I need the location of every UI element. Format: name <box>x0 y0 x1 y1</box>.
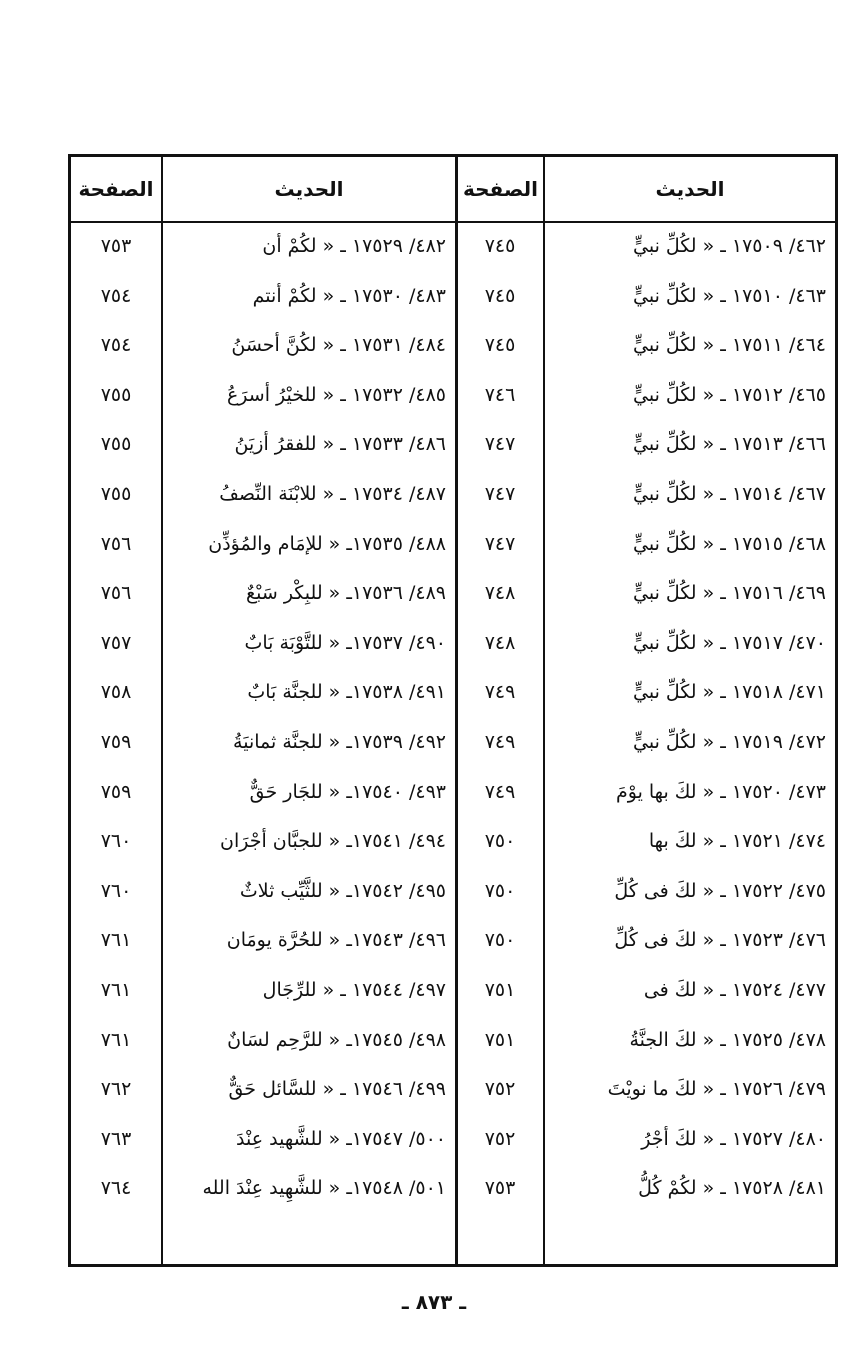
hadith-entry: ٤٨١/ ١٧٥٢٨ ـ « لكُمْ كُلُّ <box>638 1177 826 1199</box>
hadith-entry: ٤٦٧/ ١٧٥١٤ ـ « لكُلِّ نبيٍّ <box>633 483 826 505</box>
hadith-entry: ٤٩٧/ ١٧٥٤٤ ـ « للرِّجَال <box>262 979 446 1001</box>
hadith-entry: ٤٦٢/ ١٧٥٠٩ ـ « لكُلِّ نبيٍّ <box>633 235 826 257</box>
hadith-entry: ٤٧٨/ ١٧٥٢٥ ـ « لكَ الجنَّةُ <box>629 1029 826 1051</box>
hadith-entry: ٤٧٦/ ١٧٥٢٣ ـ « لكَ فى كُلِّ <box>614 929 826 951</box>
hadith-entry: ٤٩٣/ ١٧٥٤٠ـ « للجَار حَقٌّ <box>249 781 446 803</box>
hadith-entry: ٤٧٤/ ١٧٥٢١ ـ « لكَ بها <box>648 830 826 852</box>
page-ref: ٧٤٦ <box>484 384 516 406</box>
hadith-entry: ٥٠٠/ ١٧٥٤٧ـ « للشَّهيد عِنْدَ <box>236 1128 446 1150</box>
hadith-entry: ٤٧٢/ ١٧٥١٩ ـ « لكُلِّ نبيٍّ <box>633 731 826 753</box>
page-ref: ٧٥١ <box>484 1029 516 1051</box>
page-ref: ٧٥٩ <box>100 731 132 753</box>
page-ref: ٧٥٤ <box>100 334 132 356</box>
page-ref: ٧٥٧ <box>100 632 132 654</box>
page-ref: ٧٥٠ <box>484 929 516 951</box>
page-ref: ٧٤٩ <box>484 731 516 753</box>
hadith-entry: ٤٩٠/ ١٧٥٣٧ـ « للتَّوْبَة بَابٌ <box>244 632 446 654</box>
page-ref: ٧٦٢ <box>100 1078 132 1100</box>
page-ref: ٧٤٥ <box>484 334 516 356</box>
divider-left-page <box>161 157 163 1264</box>
page-ref: ٧٥٨ <box>100 681 132 703</box>
hadith-entry: ٤٧٠/ ١٧٥١٧ ـ « لكُلِّ نبيٍّ <box>633 632 826 654</box>
header-divider <box>71 221 835 223</box>
header-page-left: الصفحة <box>78 177 154 201</box>
hadith-entry: ٤٧١/ ١٧٥١٨ ـ « لكُلِّ نبيٍّ <box>633 681 826 703</box>
header-hadith-right: الحديث <box>655 177 725 201</box>
page-ref: ٧٥٦ <box>100 533 132 555</box>
hadith-entry: ٤٩١/ ١٧٥٣٨ـ « للجنَّة بَابٌ <box>247 681 446 703</box>
hadith-entry: ٤٨٧/ ١٧٥٣٤ ـ « للابْنَة النِّصفُ <box>219 483 446 505</box>
page-ref: ٧٥٥ <box>100 483 132 505</box>
hadith-entry: ٤٨٦/ ١٧٥٣٣ ـ « للفقرُ أزيَنُ <box>234 433 446 455</box>
page-ref: ٧٦٣ <box>100 1128 132 1150</box>
hadith-entry: ٤٨٩/ ١٧٥٣٦ـ « للبِكْر سَبْعٌ <box>246 582 446 604</box>
page-ref: ٧٥٢ <box>484 1078 516 1100</box>
page-ref: ٧٦١ <box>100 1029 132 1051</box>
hadith-entry: ٤٩٦/ ١٧٥٤٣ـ « للحُرَّة يومَان <box>226 929 446 951</box>
page-ref: ٧٥١ <box>484 979 516 1001</box>
hadith-entry: ٤٩٥/ ١٧٥٤٢ـ « للثَّيِّب ثلاثٌ <box>239 880 446 902</box>
divider-right-page <box>543 157 545 1264</box>
header-hadith-left: الحديث <box>274 177 344 201</box>
hadith-entry: ٤٨٠/ ١٧٥٢٧ ـ « لكَ أجْرُ <box>641 1128 826 1150</box>
page-ref: ٧٤٧ <box>484 483 516 505</box>
hadith-entry: ٤٨٢/ ١٧٥٢٩ ـ « لكُمْ أن <box>262 235 446 257</box>
hadith-entry: ٤٧٥/ ١٧٥٢٢ ـ « لكَ فى كُلِّ <box>614 880 826 902</box>
hadith-entry: ٤٦٤/ ١٧٥١١ ـ « لكُلِّ نبيٍّ <box>633 334 826 356</box>
hadith-entry: ٤٨٣/ ١٧٥٣٠ ـ « لكُمْ أنتم <box>252 285 446 307</box>
hadith-entry: ٥٠١/ ١٧٥٤٨ـ « للشَّهِيد عِنْدَ الله <box>202 1177 446 1199</box>
hadith-entry: ٤٩٨/ ١٧٥٤٥ـ « للرَّحِم لسَانٌ <box>227 1029 446 1051</box>
hadith-entry: ٤٦٦/ ١٧٥١٣ ـ « لكُلِّ نبيٍّ <box>633 433 826 455</box>
page-ref: ٧٦١ <box>100 929 132 951</box>
page-ref: ٧٥٣ <box>100 235 132 257</box>
hadith-entry: ٤٨٤/ ١٧٥٣١ ـ « لكُنَّ أحسَنُ <box>231 334 446 356</box>
page-ref: ٧٤٥ <box>484 285 516 307</box>
page-number: ـ ٨٧٣ ـ <box>401 1290 467 1314</box>
hadith-entry: ٤٦٩/ ١٧٥١٦ ـ « لكُلِّ نبيٍّ <box>633 582 826 604</box>
page-ref: ٧٤٨ <box>484 582 516 604</box>
hadith-entry: ٤٦٨/ ١٧٥١٥ ـ « لكُلِّ نبيٍّ <box>633 533 826 555</box>
page-ref: ٧٥٠ <box>484 880 516 902</box>
page-ref: ٧٤٥ <box>484 235 516 257</box>
hadith-entry: ٤٩٢/ ١٧٥٣٩ـ « للجنَّة ثمانيَةُ <box>233 731 446 753</box>
page-ref: ٧٥٢ <box>484 1128 516 1150</box>
page-ref: ٧٦٠ <box>100 880 132 902</box>
hadith-entry: ٤٨٥/ ١٧٥٣٢ ـ « للخيْرُ أسرَعُ <box>226 384 446 406</box>
page-ref: ٧٥٣ <box>484 1177 516 1199</box>
page-ref: ٧٤٧ <box>484 433 516 455</box>
page-ref: ٧٥٩ <box>100 781 132 803</box>
page-ref: ٧٦٠ <box>100 830 132 852</box>
header-page-right: الصفحة <box>463 177 539 201</box>
hadith-entry: ٤٧٣/ ١٧٥٢٠ ـ « لكَ بها يوْمَ <box>615 781 826 803</box>
page-ref: ٧٥٤ <box>100 285 132 307</box>
hadith-entry: ٤٧٩/ ١٧٥٢٦ ـ « لكَ ما نويْتَ <box>607 1078 826 1100</box>
page-ref: ٧٥٥ <box>100 433 132 455</box>
page-ref: ٧٤٩ <box>484 781 516 803</box>
hadith-entry: ٤٦٣/ ١٧٥١٠ ـ « لكُلِّ نبيٍّ <box>633 285 826 307</box>
page-ref: ٧٤٨ <box>484 632 516 654</box>
divider-center <box>455 157 458 1264</box>
page-ref: ٧٥٦ <box>100 582 132 604</box>
hadith-entry: ٤٦٥/ ١٧٥١٢ ـ « لكُلِّ نبيٍّ <box>633 384 826 406</box>
page-ref: ٧٥٠ <box>484 830 516 852</box>
page-ref: ٧٥٥ <box>100 384 132 406</box>
page-ref: ٧٦٤ <box>100 1177 132 1199</box>
hadith-entry: ٤٨٨/ ١٧٥٣٥ـ « للإمَام والمُؤذِّن <box>208 533 446 555</box>
page-ref: ٧٦١ <box>100 979 132 1001</box>
hadith-entry: ٤٧٧/ ١٧٥٢٤ ـ « لكَ فى <box>643 979 826 1001</box>
page-ref: ٧٤٩ <box>484 681 516 703</box>
page-ref: ٧٤٧ <box>484 533 516 555</box>
hadith-entry: ٤٩٩/ ١٧٥٤٦ ـ « للسَّائل حَقٌّ <box>228 1078 446 1100</box>
hadith-entry: ٤٩٤/ ١٧٥٤١ـ « للجبَّان أجْرَان <box>220 830 446 852</box>
